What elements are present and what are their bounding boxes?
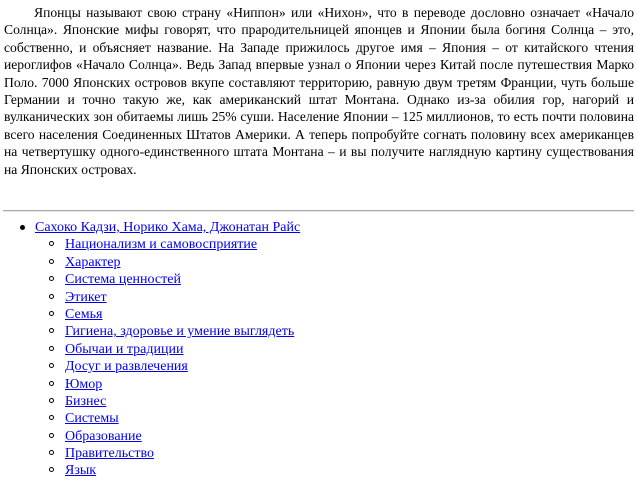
chapter-link-government[interactable]: Правительство	[65, 446, 154, 462]
filled-bullet-icon	[20, 225, 25, 230]
chapter-list-item	[0, 289, 638, 306]
hollow-bullet-icon	[49, 241, 54, 246]
chapter-link-etiquette[interactable]: Этикет	[65, 289, 107, 305]
chapter-list-item	[0, 445, 638, 462]
horizontal-rule	[3, 210, 634, 212]
chapter-list	[0, 236, 638, 479]
hollow-bullet-icon	[49, 450, 54, 455]
hollow-bullet-icon	[49, 276, 54, 281]
chapter-link-character[interactable]: Характер	[65, 254, 121, 270]
hollow-bullet-icon	[49, 311, 54, 316]
chapter-list-item	[0, 358, 638, 375]
chapter-link-values[interactable]: Система ценностей	[65, 272, 181, 288]
hollow-bullet-icon	[49, 363, 54, 368]
table-of-contents	[0, 219, 638, 480]
chapter-link-humor[interactable]: Юмор	[65, 376, 103, 392]
chapter-link-education[interactable]: Образование	[65, 428, 142, 444]
chapter-list-item	[0, 306, 638, 323]
hollow-bullet-icon	[49, 415, 54, 420]
chapter-list-item	[0, 271, 638, 288]
chapter-list-item	[0, 341, 638, 358]
authors-link[interactable]: Сахоко Кадзи, Норико Хама, Джонатан Райс	[35, 220, 301, 235]
chapter-link-nationalism[interactable]: Национализм и самовосприятие	[65, 237, 258, 253]
hollow-bullet-icon	[49, 294, 54, 299]
chapter-link-customs[interactable]: Обычаи и традиции	[65, 341, 184, 357]
hollow-bullet-icon	[49, 328, 54, 333]
chapter-link-leisure[interactable]: Досуг и развлечения	[65, 359, 188, 375]
hollow-bullet-icon	[49, 467, 54, 472]
chapter-list-item	[0, 428, 638, 445]
chapter-link-business[interactable]: Бизнес	[65, 393, 107, 409]
chapter-list-item	[0, 376, 638, 393]
hollow-bullet-icon	[49, 398, 54, 403]
hollow-bullet-icon	[49, 433, 54, 438]
chapter-link-hygiene[interactable]: Гигиена, здоровье и умение выглядеть	[65, 324, 295, 340]
chapter-list-item	[0, 410, 638, 427]
chapter-list-item	[0, 323, 638, 340]
chapter-list-item	[0, 393, 638, 410]
chapter-link-systems[interactable]: Системы	[65, 411, 119, 427]
chapter-link-language[interactable]: Язык	[65, 463, 97, 479]
hollow-bullet-icon	[49, 346, 54, 351]
chapter-list-item	[0, 462, 638, 479]
hollow-bullet-icon	[49, 259, 54, 264]
intro-paragraph: Японцы называют свою страну «Ниппон» или «Нихон», что в переводе дословно означает «Начало Солнца». Японские мифы говорят, что прародительницей японцев и Японии была богиня Солнца – это, собственно, и объясняет название. На Западе прижилось другое имя – Япония – от китайского чтения иероглифов «Начало Солнца». Ведь Запад впервые узнал о Японии через Китай после путешествия Марко Поло. 7000 Японских островов вкупе составляют территорию, равную двум третям Франции, чуть больше Германии и точно такую же, как американский штат Монтана. Однако из-за обилия гор, нагорий и вулканических зон обитаемы лишь 25% суши. Население Японии – 125 миллионов, то есть почти половина всего населения Соединенных Штатов Америки. А теперь попробуйте согнать половину всех американцев на четвертушку одного-единственного штата Монтана – и вы получите наглядную картину существования на Японских островах.	[4, 5, 634, 177]
authors-list-item	[0, 219, 638, 236]
chapter-list-item	[0, 254, 638, 271]
chapter-list-item	[0, 236, 638, 253]
hollow-bullet-icon	[49, 381, 54, 386]
chapter-link-family[interactable]: Семья	[65, 306, 103, 322]
